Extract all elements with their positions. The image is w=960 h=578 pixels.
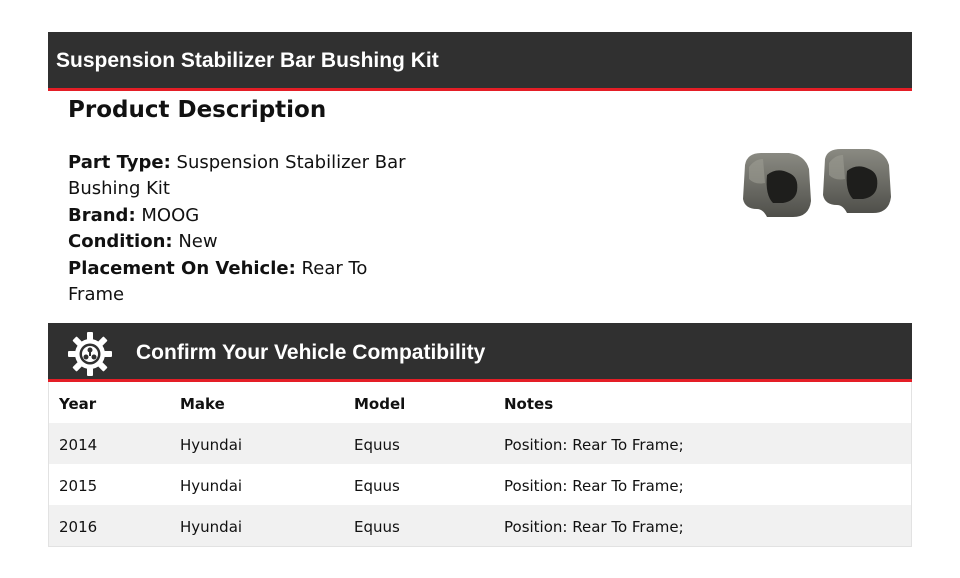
- table-header-row: [49, 382, 911, 423]
- cell-model: Equus: [354, 436, 400, 454]
- page-title: Suspension Stabilizer Bar Bushing Kit: [56, 49, 439, 72]
- cell-year: 2014: [59, 436, 98, 454]
- cell-model: Equus: [354, 477, 400, 495]
- placement-row: [68, 256, 428, 309]
- condition-label: Condition:: [68, 231, 173, 253]
- brand-value: MOOG: [141, 204, 200, 226]
- compatibility-bar: [48, 323, 912, 382]
- cell-notes: Position: Rear To Frame;: [504, 436, 684, 454]
- bushing-right: [823, 149, 891, 213]
- cell-year: 2015: [59, 477, 98, 495]
- table-row: [49, 505, 911, 546]
- title-bar: [48, 32, 912, 91]
- cell-notes: Position: Rear To Frame;: [504, 477, 684, 495]
- cell-make: Hyundai: [180, 477, 243, 495]
- part-type-value: Suspension Stabilizer Bar Bushing Kit: [68, 152, 406, 200]
- table-row: [49, 464, 911, 505]
- column-header-make: Make: [180, 395, 225, 413]
- cell-year: 2016: [59, 518, 98, 536]
- column-header-year: Year: [59, 395, 97, 413]
- compatibility-title: Confirm Your Vehicle Compatibility: [136, 341, 486, 364]
- cell-make: Hyundai: [180, 518, 243, 536]
- cell-make: Hyundai: [180, 436, 243, 454]
- table-row: [49, 423, 911, 464]
- brand-row: [68, 203, 428, 229]
- condition-value: New: [178, 231, 218, 253]
- product-image: [737, 143, 897, 225]
- part-type-label: Part Type:: [68, 152, 171, 173]
- cell-model: Equus: [354, 518, 400, 536]
- placement-value: Rear To Frame: [68, 257, 368, 306]
- product-description: [68, 150, 428, 308]
- brand-label: Brand:: [68, 204, 136, 226]
- gear-car-icon: [68, 332, 112, 376]
- condition-row: [68, 229, 428, 255]
- compatibility-table: [48, 382, 912, 547]
- placement-label: Placement On Vehicle:: [68, 257, 296, 279]
- cell-notes: Position: Rear To Frame;: [504, 518, 684, 536]
- column-header-model: Model: [354, 395, 406, 413]
- column-header-notes: Notes: [504, 395, 554, 413]
- bushing-left: [743, 153, 811, 217]
- part-type-row: [68, 150, 428, 203]
- description-heading: Product Description: [68, 97, 327, 123]
